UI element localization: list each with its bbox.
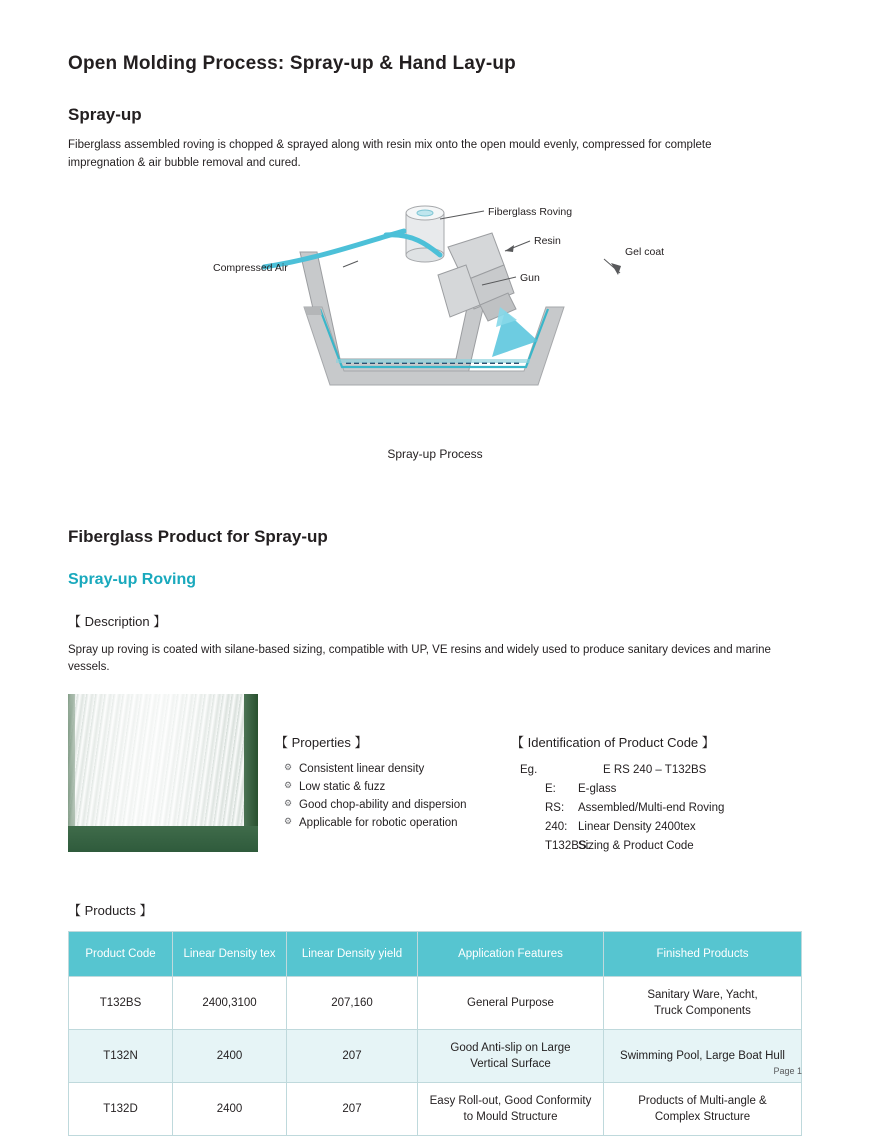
list-item	[520, 837, 802, 856]
identification-column	[511, 732, 802, 856]
identification-value: E RS 240 – T132BS	[603, 764, 707, 777]
product-details-block	[68, 694, 802, 856]
identification-label: 【 Identification of Product Code 】	[511, 735, 715, 751]
identification-value: E-glass	[578, 783, 617, 796]
column-header-product-code: Product Code	[69, 932, 173, 977]
cell-product-code: T132N	[69, 1030, 173, 1083]
column-header-finished-products: Finished Products	[604, 932, 802, 977]
properties-column	[275, 732, 511, 856]
identification-key: RS:	[545, 802, 565, 815]
photo-edge-bottom	[68, 826, 258, 852]
page-number: Page 1	[773, 1066, 802, 1076]
list-item	[284, 779, 511, 797]
cell-tex: 2400,3100	[173, 977, 287, 1030]
diagram-caption: Spray-up Process	[387, 446, 483, 461]
column-header-linear-density-yield: Linear Density yield	[287, 932, 418, 977]
column-header-linear-density-tex: Linear Density tex	[173, 932, 287, 977]
list-item	[520, 799, 802, 818]
identification-key: T132BS:	[545, 840, 590, 853]
cell-features: General Purpose	[418, 977, 604, 1030]
cell-yield: 207	[287, 1030, 418, 1083]
products-table	[68, 931, 802, 1136]
gear-bullet-icon: ⚙	[284, 780, 293, 791]
column-header-application-features: Application Features	[418, 932, 604, 977]
section-heading-spray-up: Spray-up	[68, 105, 142, 124]
table-row	[69, 1083, 802, 1136]
gear-bullet-icon: ⚙	[284, 815, 293, 826]
list-item	[520, 818, 802, 837]
label-resin: Resin	[534, 234, 561, 247]
spray-gun	[438, 233, 516, 321]
cell-features: Easy Roll-out, Good Conformity to Mould Structure	[418, 1083, 604, 1136]
cell-finished: Swimming Pool, Large Boat Hull	[604, 1030, 802, 1083]
description-label: 【 Description 】	[68, 613, 167, 629]
list-item	[284, 797, 511, 815]
gear-bullet-icon: ⚙	[284, 762, 293, 773]
property-text: Good chop-ability and dispersion	[299, 798, 467, 811]
cell-tex: 2400	[173, 1030, 287, 1083]
cell-yield: 207	[287, 1083, 418, 1136]
properties-list	[275, 761, 511, 832]
identification-key: Eg.	[520, 764, 538, 777]
roving-photo	[68, 694, 258, 852]
property-text: Low static & fuzz	[299, 781, 386, 794]
label-gun: Gun	[520, 271, 540, 284]
list-item	[284, 761, 511, 779]
label-fiberglass-roving: Fiberglass Roving	[488, 205, 573, 218]
identification-value: Linear Density 2400tex	[578, 821, 696, 834]
cell-finished: Products of Multi-angle & Complex Structure	[604, 1083, 802, 1136]
property-text: Consistent linear density	[299, 763, 425, 776]
table-row	[69, 977, 802, 1030]
cell-tex: 2400	[173, 1083, 287, 1136]
properties-label: 【 Properties 】	[275, 735, 368, 751]
identification-key: E:	[545, 783, 556, 796]
identification-value: Sizing & Product Code	[578, 840, 694, 853]
product-text-columns	[258, 694, 802, 856]
identification-key: 240:	[545, 821, 568, 834]
list-item	[284, 815, 511, 833]
cell-product-code: T132D	[69, 1083, 173, 1136]
products-label: 【 Products 】	[68, 903, 153, 919]
list-item	[520, 761, 802, 780]
table-row	[69, 1030, 802, 1083]
gear-bullet-icon: ⚙	[284, 797, 293, 808]
identification-value: Assembled/Multi-end Roving	[578, 802, 725, 815]
spray-up-paragraph: Fiberglass assembled roving is chopped & sprayed along with resin mix onto the open mould evenly, compressed for complete impregnation & air bubble removal and cured.	[68, 139, 712, 169]
section-heading-fiberglass-product: Fiberglass Product for Spray-up	[68, 526, 328, 546]
label-compressed-air: Compressed Air	[213, 261, 288, 274]
property-text: Applicable for robotic operation	[299, 816, 458, 829]
page-title: Open Molding Process: Spray-up & Hand Lay-up	[68, 53, 516, 74]
cell-product-code: T132BS	[69, 977, 173, 1030]
sub-heading-spray-up-roving: Spray-up Roving	[68, 570, 197, 588]
spray-up-diagram	[68, 189, 802, 439]
cell-features: Good Anti-slip on Large Vertical Surface	[418, 1030, 604, 1083]
table-header-row	[69, 932, 802, 977]
cell-finished: Sanitary Ware, Yacht, Truck Components	[604, 977, 802, 1030]
description-paragraph: Spray up roving is coated with silane-based sizing, compatible with UP, VE resins and widely used to produce sanitary devices and marine vessels.	[68, 643, 771, 674]
list-item	[520, 780, 802, 799]
identification-list	[511, 761, 802, 856]
cell-yield: 207,160	[287, 977, 418, 1030]
label-gel-coat: Gel coat	[625, 245, 665, 258]
